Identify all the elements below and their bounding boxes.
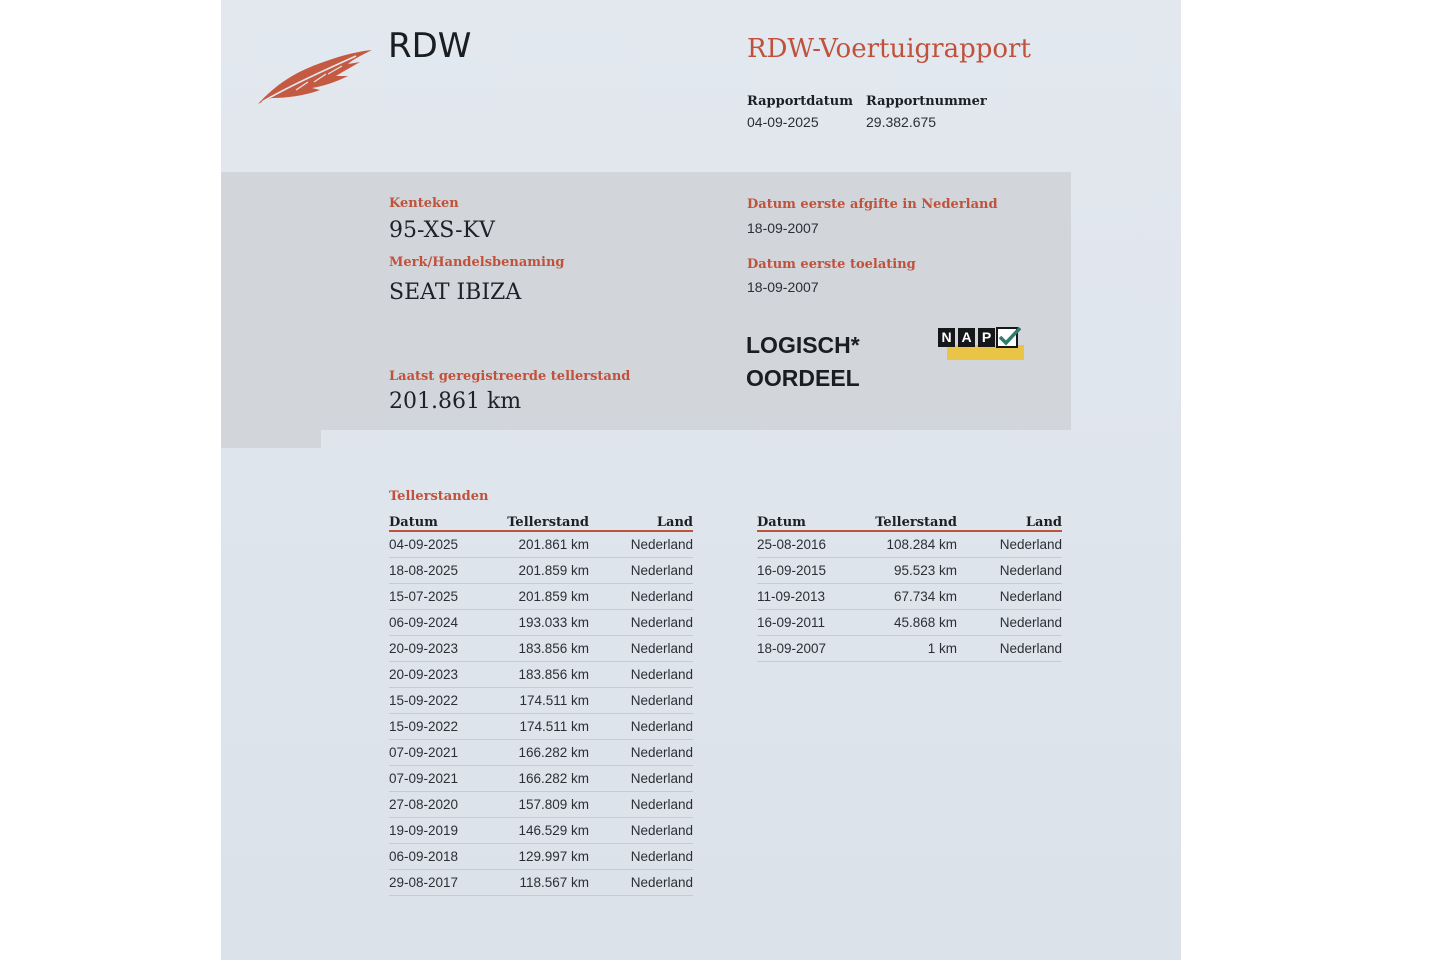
reading-value: 157.809 km <box>499 792 589 818</box>
reading-country: Nederland <box>589 740 693 766</box>
reading-date: 29-08-2017 <box>389 870 499 896</box>
reading-date: 25-08-2016 <box>757 531 867 558</box>
reading-date: 15-09-2022 <box>389 714 499 740</box>
report-number-label: Rapportnummer <box>866 94 987 109</box>
first-admission-value: 18-09-2007 <box>747 279 819 295</box>
reading-date: 18-08-2025 <box>389 558 499 584</box>
reading-country: Nederland <box>589 792 693 818</box>
reading-date: 27-08-2020 <box>389 792 499 818</box>
report-page <box>221 0 1181 960</box>
table-row <box>389 531 693 558</box>
report-date: 04-09-2025 <box>747 114 819 130</box>
col-reading-header: Tellerstand <box>499 510 589 531</box>
reading-value: 67.734 km <box>867 584 957 610</box>
table-row <box>389 584 693 610</box>
reading-date: 15-09-2022 <box>389 688 499 714</box>
table-row <box>389 844 693 870</box>
table-row <box>389 688 693 714</box>
reading-value: 166.282 km <box>499 740 589 766</box>
reading-country: Nederland <box>589 558 693 584</box>
reading-country: Nederland <box>589 610 693 636</box>
reading-country: Nederland <box>589 636 693 662</box>
table-row <box>389 610 693 636</box>
reading-value: 174.511 km <box>499 714 589 740</box>
col-date-header: Datum <box>757 510 867 531</box>
first-admission-label: Datum eerste toelating <box>747 257 916 272</box>
table-row <box>389 636 693 662</box>
reading-value: 146.529 km <box>499 818 589 844</box>
reading-value: 166.282 km <box>499 766 589 792</box>
reading-value: 129.997 km <box>499 844 589 870</box>
reading-value: 118.567 km <box>499 870 589 896</box>
table-row <box>389 870 693 896</box>
report-title: RDW-Voertuigrapport <box>747 34 1031 64</box>
verdict-line-1: LOGISCH* <box>746 332 860 358</box>
reading-country: Nederland <box>589 714 693 740</box>
table-row <box>389 818 693 844</box>
reading-country: Nederland <box>589 584 693 610</box>
reading-date: 06-09-2024 <box>389 610 499 636</box>
table-row <box>757 584 1062 610</box>
readings-table-right <box>757 510 1062 662</box>
nap-letter-p: P <box>978 328 995 347</box>
table-row <box>389 558 693 584</box>
nap-check-icon <box>996 326 1022 348</box>
reading-date: 18-09-2007 <box>757 636 867 662</box>
first-nl-label: Datum eerste afgifte in Nederland <box>747 197 998 212</box>
reading-country: Nederland <box>589 662 693 688</box>
col-date-header: Datum <box>389 510 499 531</box>
table-row <box>389 662 693 688</box>
reading-country: Nederland <box>589 844 693 870</box>
verdict-line-2: OORDEEL <box>746 365 860 391</box>
table-header-row <box>389 510 693 531</box>
make-value: SEAT IBIZA <box>389 280 522 305</box>
table-row <box>389 714 693 740</box>
report-number: 29.382.675 <box>866 114 937 130</box>
reading-country: Nederland <box>957 584 1062 610</box>
report-date-label: Rapportdatum <box>747 94 853 109</box>
reading-country: Nederland <box>957 558 1062 584</box>
nap-letter-n: N <box>938 328 955 347</box>
reading-country: Nederland <box>957 610 1062 636</box>
reading-date: 16-09-2015 <box>757 558 867 584</box>
table-row <box>757 610 1062 636</box>
reading-date: 04-09-2025 <box>389 531 499 558</box>
reading-date: 07-09-2021 <box>389 766 499 792</box>
reading-country: Nederland <box>957 531 1062 558</box>
reading-country: Nederland <box>589 818 693 844</box>
readings-table-left <box>389 510 693 896</box>
reading-value: 174.511 km <box>499 688 589 714</box>
odometer-label: Laatst geregistreerde tellerstand <box>389 369 631 384</box>
reading-country: Nederland <box>957 636 1062 662</box>
plate-value: 95-XS-KV <box>389 218 495 243</box>
reading-country: Nederland <box>589 766 693 792</box>
brand-name: RDW <box>388 26 472 66</box>
reading-date: 07-09-2021 <box>389 740 499 766</box>
plate-label: Kenteken <box>389 196 459 211</box>
reading-value: 45.868 km <box>867 610 957 636</box>
reading-date: 06-09-2018 <box>389 844 499 870</box>
reading-value: 1 km <box>867 636 957 662</box>
reading-value: 183.856 km <box>499 662 589 688</box>
table-row <box>389 766 693 792</box>
odometer-value: 201.861 km <box>389 389 522 414</box>
reading-value: 183.856 km <box>499 636 589 662</box>
reading-country: Nederland <box>589 531 693 558</box>
readings-label: Tellerstanden <box>389 489 489 504</box>
table-header-row <box>757 510 1062 531</box>
first-nl-value: 18-09-2007 <box>747 220 819 236</box>
reading-date: 15-07-2025 <box>389 584 499 610</box>
reading-date: 20-09-2023 <box>389 636 499 662</box>
reading-date: 16-09-2011 <box>757 610 867 636</box>
reading-date: 19-09-2019 <box>389 818 499 844</box>
reading-value: 193.033 km <box>499 610 589 636</box>
reading-value: 95.523 km <box>867 558 957 584</box>
reading-value: 201.859 km <box>499 584 589 610</box>
panel-tab <box>221 420 321 448</box>
reading-value: 108.284 km <box>867 531 957 558</box>
make-label: Merk/Handelsbenaming <box>389 255 565 270</box>
reading-date: 11-09-2013 <box>757 584 867 610</box>
rdw-feather-logo <box>256 44 374 108</box>
col-reading-header: Tellerstand <box>867 510 957 531</box>
col-country-header: Land <box>589 510 693 531</box>
table-row <box>757 531 1062 558</box>
reading-value: 201.861 km <box>499 531 589 558</box>
table-row <box>757 558 1062 584</box>
table-row <box>389 740 693 766</box>
reading-date: 20-09-2023 <box>389 662 499 688</box>
reading-country: Nederland <box>589 870 693 896</box>
col-country-header: Land <box>957 510 1062 531</box>
reading-value: 201.859 km <box>499 558 589 584</box>
table-row <box>757 636 1062 662</box>
table-row <box>389 792 693 818</box>
reading-country: Nederland <box>589 688 693 714</box>
nap-letter-a: A <box>958 328 975 347</box>
